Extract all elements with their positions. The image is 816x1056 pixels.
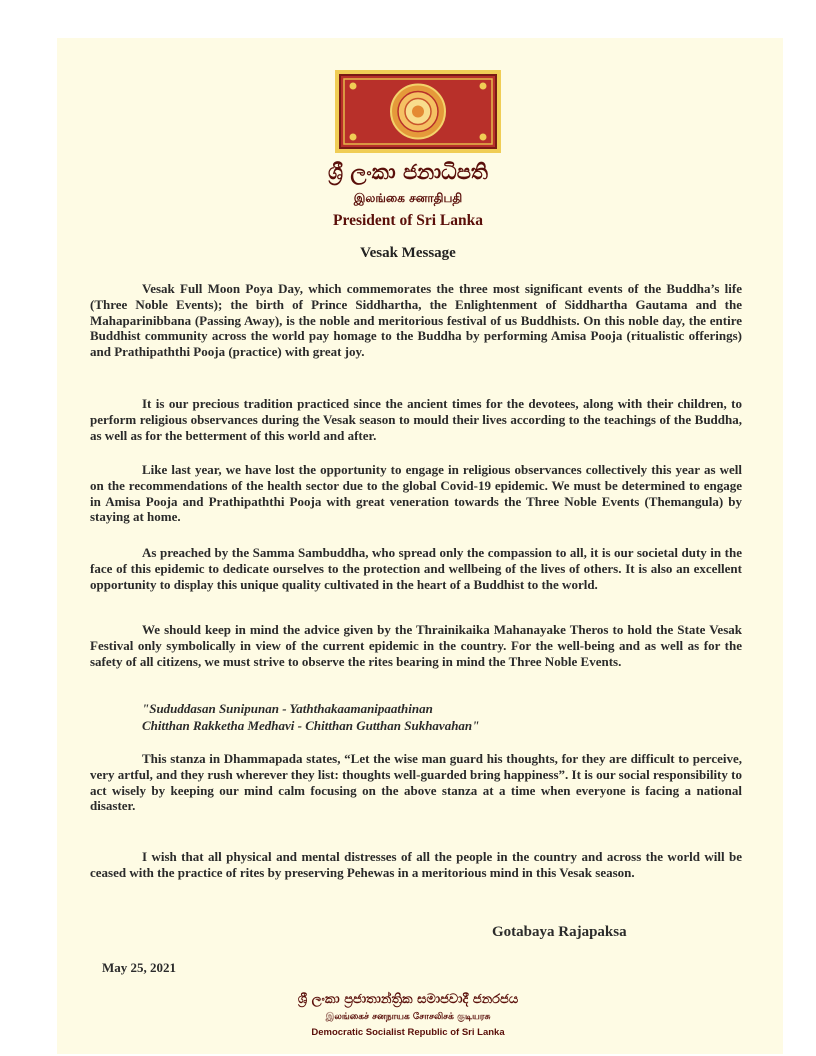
emblem-graphic [341,76,495,147]
message-paragraph-1: Vesak Full Moon Poya Day, which commemorates the three most significant events of the Buddha’s life (Three Noble Events); the birth of Prince Siddhartha, the Enlightenment of Siddhartha Gautama and the Mahaparinibbana (Passing Away), is the noble and meritorious festival of us Buddhists. On this noble day, the entire Buddhist community across the world pay homage to the Buddha by performing Amisa Pooja (ritualistic offerings) and Prathipaththi Pooja (practice) with great joy. [90,281,742,360]
stanza-line-1: "Sududdasan Sunipunan - Yaththakaamanipaathinan [142,701,433,716]
presidential-flag-emblem [335,70,501,153]
signatory-name: Gotabaya Rajapaksa [492,924,627,940]
message-paragraph-4: As preached by the Samma Sambuddha, who spread only the compassion to all, it is our societal duty in the face of this epidemic to dedicate ourselves to the protection and wellbeing of the lives of others. It is also an excellent opportunity to display this unique quality cultivated in the heart of a Buddhist to the world. [90,545,742,592]
footer-english: Democratic Socialist Republic of Sri Lanka [311,1027,505,1038]
message-heading: Vesak Message [360,245,456,261]
message-date: May 25, 2021 [102,960,177,975]
footer-sinhala: ශ්‍රී ලංකා ප්‍රජාතාන්ත්‍රික සමාජවාදී ජනරජය [297,992,519,1007]
message-paragraph-3: Like last year, we have lost the opportunity to engage in religious observances collectively this year as well on the recommendations of the health sector due to the global Covid-19 epidemic. We must be determined to engage in Amisa Pooja and Prathipaththi Pooja with great veneration towards the Three Noble Events (Themangula) by staying at home. [90,462,742,525]
letterhead-title-english: President of Sri Lanka [333,212,483,229]
message-paragraph-5: We should keep in mind the advice given by the Thrainikaika Mahanayake Theros to hold the State Vesak Festival only symbolically in view of the current epidemic in the country. For the well-being and as well as for the safety of all citizens, we must strive to observe the rites bearing in mind the Three Noble Events. [90,622,742,669]
message-paragraph-stanza-explanation: This stanza in Dhammapada states, “Let the wise man guard his thoughts, for they are difficult to perceive, very artful, and they rush wherever they list: thoughts well-guarded bring happiness”. It is our social responsibility to act wisely by keeping our mind calm focusing on the above stanza at a time when everyone is facing a national disaster. [90,751,742,814]
emblem-field [339,74,497,149]
footer-tamil: இலங்கைச் சனநாயக சோசலிசக் குடியரசு [325,1012,491,1022]
message-closing-paragraph: I wish that all physical and mental distresses of all the people in the country and across the world will be ceased with the practice of rites by preserving Pehewas in a meritorious mind in this Vesak season. [90,849,742,880]
letterhead-title-tamil: இலங்கை சனாதிபதி [353,191,463,205]
letterhead-title-sinhala: ශ්‍රී ලංකා ජනාධිපති [328,160,488,184]
message-paragraph-2: It is our precious tradition practiced since the ancient times for the devotees, along with their children, to perform religious observances during the Vesak season to mould their lives according to the teachings of the Buddha, as well as for the betterment of this world and after. [90,396,742,443]
stanza-line-2: Chitthan Rakketha Medhavi - Chitthan Gutthan Sukhavahan" [142,718,480,733]
